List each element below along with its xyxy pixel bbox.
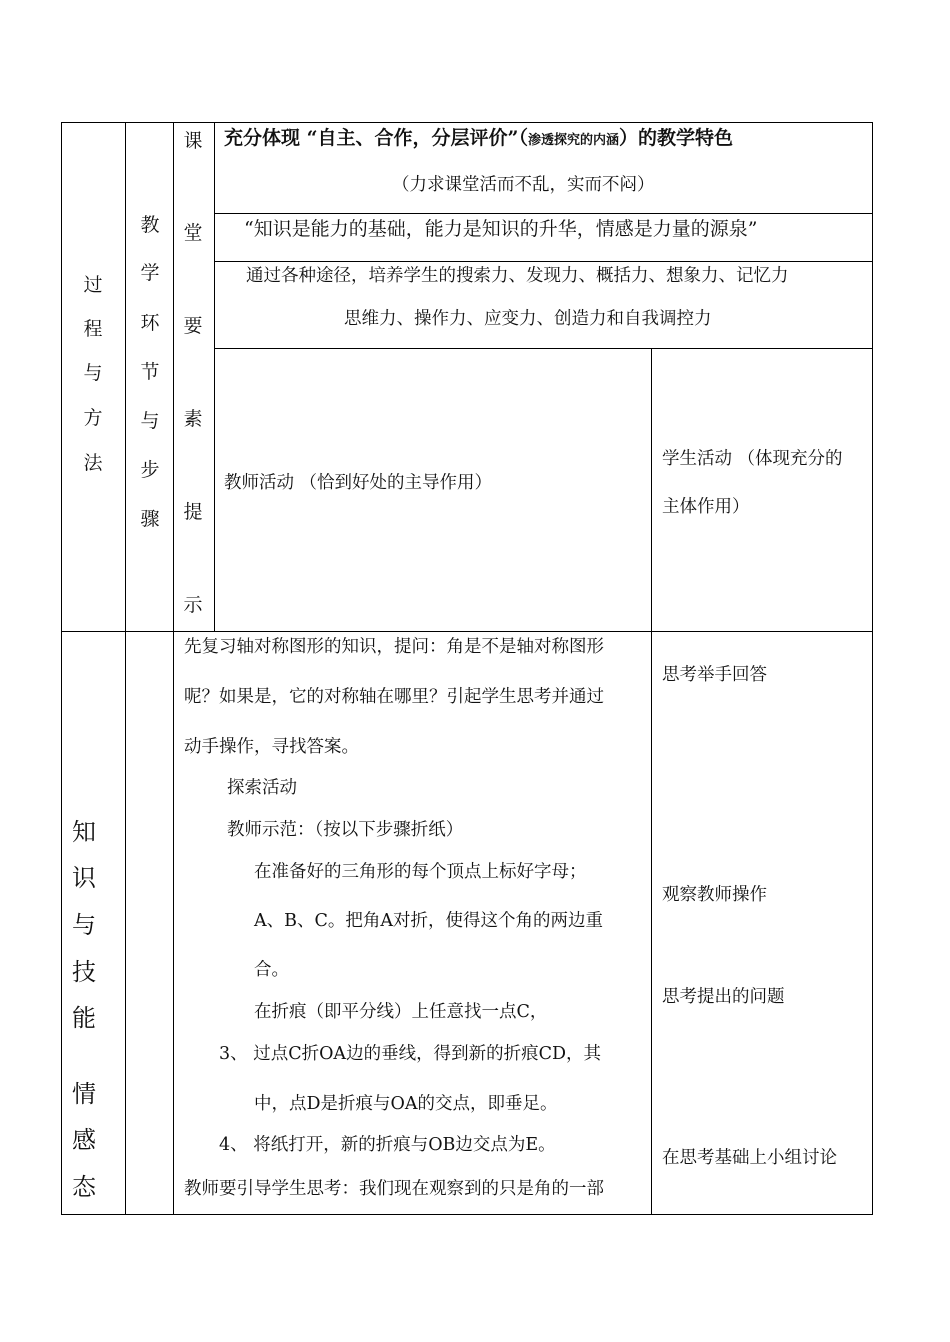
header-char: 法 bbox=[83, 452, 103, 474]
header-char: 示 bbox=[183, 594, 203, 616]
header-char: 堂 bbox=[183, 222, 203, 244]
header-char: 程 bbox=[83, 318, 103, 340]
label-char: 感 bbox=[72, 1126, 96, 1154]
teacher-line: 3、 过点C折OA边的垂线，得到新的折痕CD，其 bbox=[219, 1044, 601, 1064]
header-char: 环 bbox=[140, 312, 160, 334]
student-note: 观察教师操作 bbox=[662, 885, 767, 905]
student-note: 在思考基础上小组讨论 bbox=[662, 1148, 837, 1168]
header-char: 课 bbox=[183, 130, 203, 152]
header-char: 教 bbox=[140, 214, 160, 236]
header-char: 方 bbox=[83, 407, 103, 429]
teacher-line: 教师要引导学生思考：我们现在观察到的只是角的一部 bbox=[184, 1179, 604, 1199]
header-char: 与 bbox=[83, 362, 103, 384]
teacher-line: A、B、C。把角A对折，使得这个角的两边重 bbox=[254, 911, 604, 931]
label-char: 技 bbox=[72, 958, 96, 986]
teacher-line: 探索活动 bbox=[227, 778, 297, 798]
teacher-line: 呢？如果是，它的对称轴在哪里？引起学生思考并通过 bbox=[184, 687, 604, 707]
row-divider-activity bbox=[214, 348, 873, 349]
header-char: 骤 bbox=[140, 508, 160, 530]
teacher-activity-header: 教师活动 （恰到好处的主导作用） bbox=[224, 473, 493, 493]
header-char: 要 bbox=[183, 315, 203, 337]
label-char: 情 bbox=[72, 1080, 96, 1108]
teacher-line: 教师示范：（按以下步骤折纸） bbox=[227, 820, 464, 840]
teacher-line: 中，点D是折痕与OA的交点，即垂足。 bbox=[254, 1094, 558, 1114]
abilities-line-2: 思维力、操作力、应变力、创造力和自我调控力 bbox=[344, 309, 712, 329]
student-note: 思考提出的问题 bbox=[662, 987, 785, 1007]
row-divider-abilities bbox=[214, 261, 873, 262]
teacher-line: 合。 bbox=[254, 960, 289, 980]
table-left-border bbox=[61, 122, 62, 1215]
col-divider-1 bbox=[125, 122, 126, 1215]
teacher-line: 在准备好的三角形的每个顶点上标好字母； bbox=[254, 862, 587, 882]
teacher-line: 先复习轴对称图形的知识，提问：角是不是轴对称图形 bbox=[184, 637, 604, 657]
col-divider-3 bbox=[214, 122, 215, 632]
header-char: 学 bbox=[140, 262, 160, 284]
teacher-line: 在折痕（即平分线）上任意找一点C， bbox=[254, 1002, 548, 1022]
header-char: 提 bbox=[183, 501, 203, 523]
row-divider-quote bbox=[214, 213, 873, 214]
student-activity-header-1: 学生活动 （体现充分的 bbox=[662, 449, 843, 469]
teaching-feature-title: 充分体现 “自主、合作，分层评价”（渗透探究的内涵）的教学特色 bbox=[224, 127, 734, 149]
table-right-border bbox=[872, 122, 873, 1215]
col-divider-2 bbox=[173, 122, 174, 1215]
table-top-border bbox=[61, 122, 873, 123]
header-char: 素 bbox=[183, 408, 203, 430]
table-bottom-border bbox=[61, 1214, 873, 1215]
guiding-quote: “知识是能力的基础，能力是知识的升华，情感是力量的源泉” bbox=[244, 218, 758, 240]
student-note: 思考举手回答 bbox=[662, 665, 767, 685]
teacher-line: 动手操作，寻找答案。 bbox=[184, 737, 359, 757]
teacher-line: 4、 将纸打开，新的折痕与OB边交点为E。 bbox=[219, 1135, 556, 1155]
label-char: 识 bbox=[72, 864, 96, 892]
teaching-feature-subtitle: （力求课堂活而不乱，实而不闷） bbox=[392, 175, 655, 195]
col-divider-student bbox=[651, 348, 652, 1215]
header-char: 步 bbox=[140, 459, 160, 481]
header-char: 节 bbox=[140, 361, 160, 383]
feature-note: 渗透探究的内涵 bbox=[527, 133, 619, 148]
header-char: 与 bbox=[140, 410, 160, 432]
label-char: 与 bbox=[72, 911, 96, 939]
label-char: 知 bbox=[72, 818, 96, 846]
label-char: 能 bbox=[72, 1004, 96, 1032]
row-divider-body bbox=[61, 631, 873, 632]
header-char: 过 bbox=[83, 274, 103, 296]
abilities-line-1: 通过各种途径，培养学生的搜索力、发现力、概括力、想象力、记忆力 bbox=[246, 266, 789, 286]
student-activity-header-2: 主体作用） bbox=[662, 497, 750, 517]
label-char: 态 bbox=[72, 1173, 96, 1201]
